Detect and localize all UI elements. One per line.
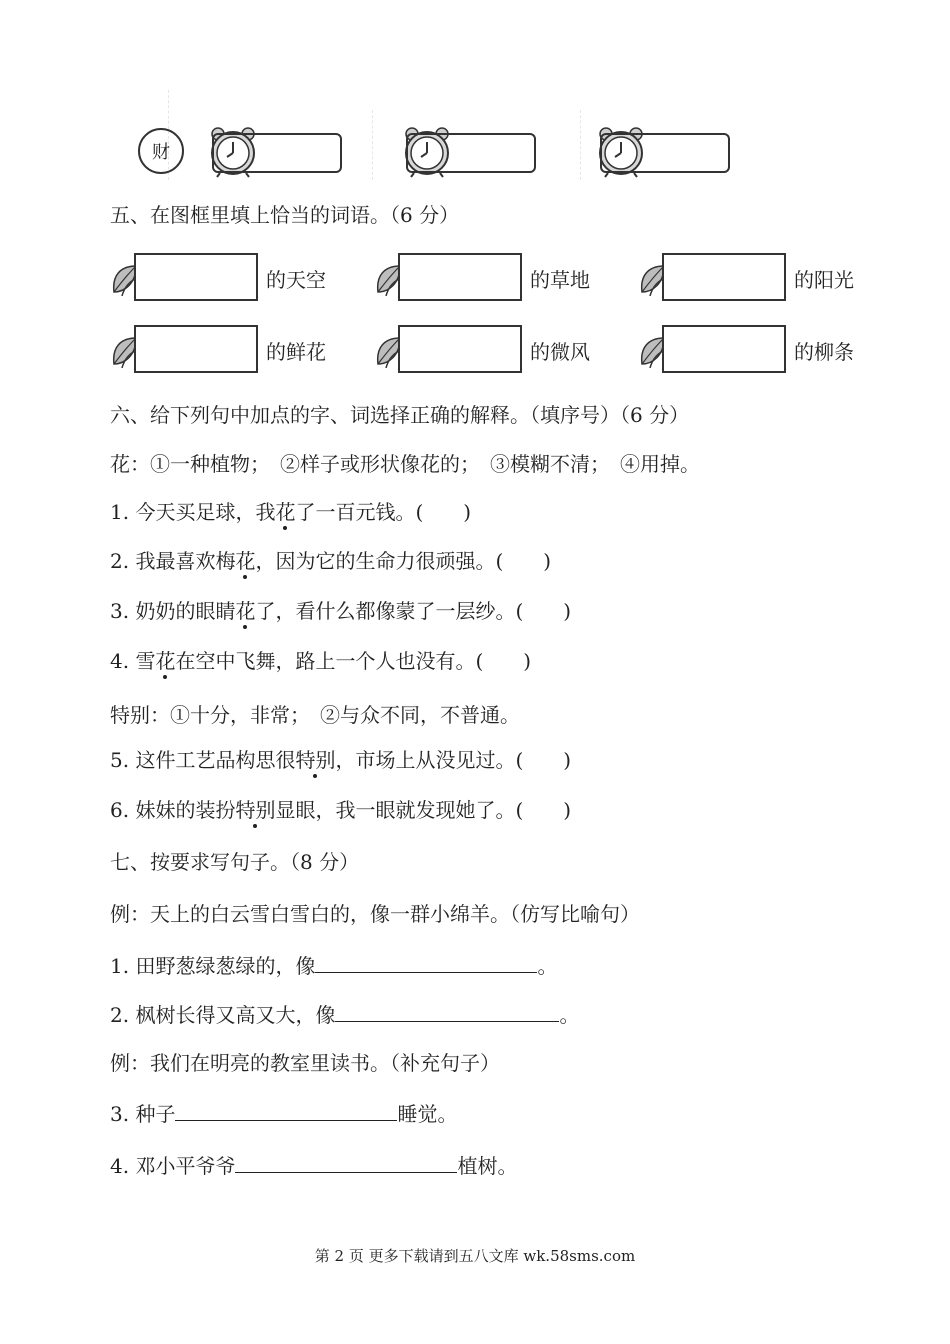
question-text: 2. 我最喜欢梅 — [110, 549, 236, 573]
question-text: 了，看什么都像蒙了一层纱。( ) — [255, 599, 572, 623]
question-6 — [110, 796, 571, 824]
question-text: 3. 奶奶的眼睛 — [110, 599, 236, 623]
sentence-text: 。 — [559, 1003, 580, 1027]
sentence-text: 植树。 — [457, 1154, 518, 1178]
answer-blank[interactable] — [175, 1098, 397, 1121]
dotted-word: 特别 — [235, 798, 276, 822]
sentence-4 — [110, 1150, 517, 1180]
circled-character: 财 — [138, 128, 184, 174]
dotted-word: 花 — [235, 549, 256, 573]
sentence-text: 1. 田野葱绿葱绿的，像 — [110, 954, 316, 978]
sentence-text: 3. 种子 — [110, 1102, 176, 1126]
scan-artifact — [372, 110, 373, 180]
page-footer: 第 2 页 更多下载请到五八文库 wk.58sms.com — [314, 1247, 636, 1265]
sentence-3 — [110, 1098, 457, 1128]
scan-artifact — [580, 110, 581, 180]
sentence-text: 4. 邓小平爷爷 — [110, 1154, 236, 1178]
word-box[interactable] — [398, 253, 522, 301]
answer-blank[interactable] — [335, 999, 559, 1022]
example-1: 例：天上的白云雪白雪白的，像一群小绵羊。（仿写比喻句） — [110, 902, 640, 926]
question-text: 1. 今天买足球，我 — [110, 500, 276, 524]
definition-tebie: 特别：①十分，非常； ②与众不同，不普通。 — [110, 703, 520, 727]
question-5 — [110, 746, 571, 774]
question-text: 了一百元钱。( ) — [295, 500, 472, 524]
sentence-text: 。 — [537, 954, 558, 978]
question-text: 5. 这件工艺品构思很 — [110, 748, 296, 772]
word-box[interactable] — [398, 325, 522, 373]
question-2 — [110, 547, 551, 575]
section5-title: 五、在图框里填上恰当的词语。（6 分） — [110, 203, 460, 227]
word-box[interactable] — [662, 325, 786, 373]
question-text: 6. 妹妹的装扮 — [110, 798, 236, 822]
question-3 — [110, 597, 571, 625]
sentence-text: 睡觉。 — [397, 1102, 458, 1126]
question-4 — [110, 647, 531, 675]
phrase-label: 的微风 — [530, 340, 590, 364]
sentence-2 — [110, 999, 579, 1029]
phrase-label: 的阳光 — [794, 268, 854, 292]
dotted-word: 特别 — [295, 748, 336, 772]
question-1 — [110, 498, 471, 526]
dotted-word: 花 — [235, 599, 256, 623]
question-text: 4. 雪 — [110, 649, 156, 673]
example-2: 例：我们在明亮的教室里读书。（补充句子） — [110, 1051, 500, 1075]
section7-title: 七、按要求写句子。（8 分） — [110, 850, 360, 874]
word-box[interactable] — [134, 325, 258, 373]
section6-title: 六、给下列句中加点的字、词选择正确的解释。（填序号）（6 分） — [110, 403, 690, 427]
phrase-label: 的鲜花 — [266, 340, 326, 364]
definition-hua: 花：①一种植物； ②样子或形状像花的； ③模糊不清； ④用掉。 — [110, 452, 700, 476]
dotted-word: 花 — [155, 649, 176, 673]
question-text: 显眼，我一眼就发现她了。( ) — [275, 798, 572, 822]
sentence-text: 2. 枫树长得又高又大，像 — [110, 1003, 336, 1027]
phrase-label: 的天空 — [266, 268, 326, 292]
phrase-label: 的草地 — [530, 268, 590, 292]
answer-box[interactable] — [600, 133, 730, 173]
question-text: ，市场上从没见过。( ) — [335, 748, 572, 772]
sentence-1 — [110, 950, 557, 980]
answer-box[interactable] — [212, 133, 342, 173]
question-text: ，因为它的生命力很顽强。( ) — [255, 549, 552, 573]
phrase-label: 的柳条 — [794, 340, 854, 364]
dotted-word: 花 — [275, 500, 296, 524]
word-box[interactable] — [662, 253, 786, 301]
answer-blank[interactable] — [315, 950, 537, 973]
question-text: 在空中飞舞，路上一个人也没有。( ) — [175, 649, 532, 673]
answer-box[interactable] — [406, 133, 536, 173]
word-box[interactable] — [134, 253, 258, 301]
answer-blank[interactable] — [235, 1150, 457, 1173]
